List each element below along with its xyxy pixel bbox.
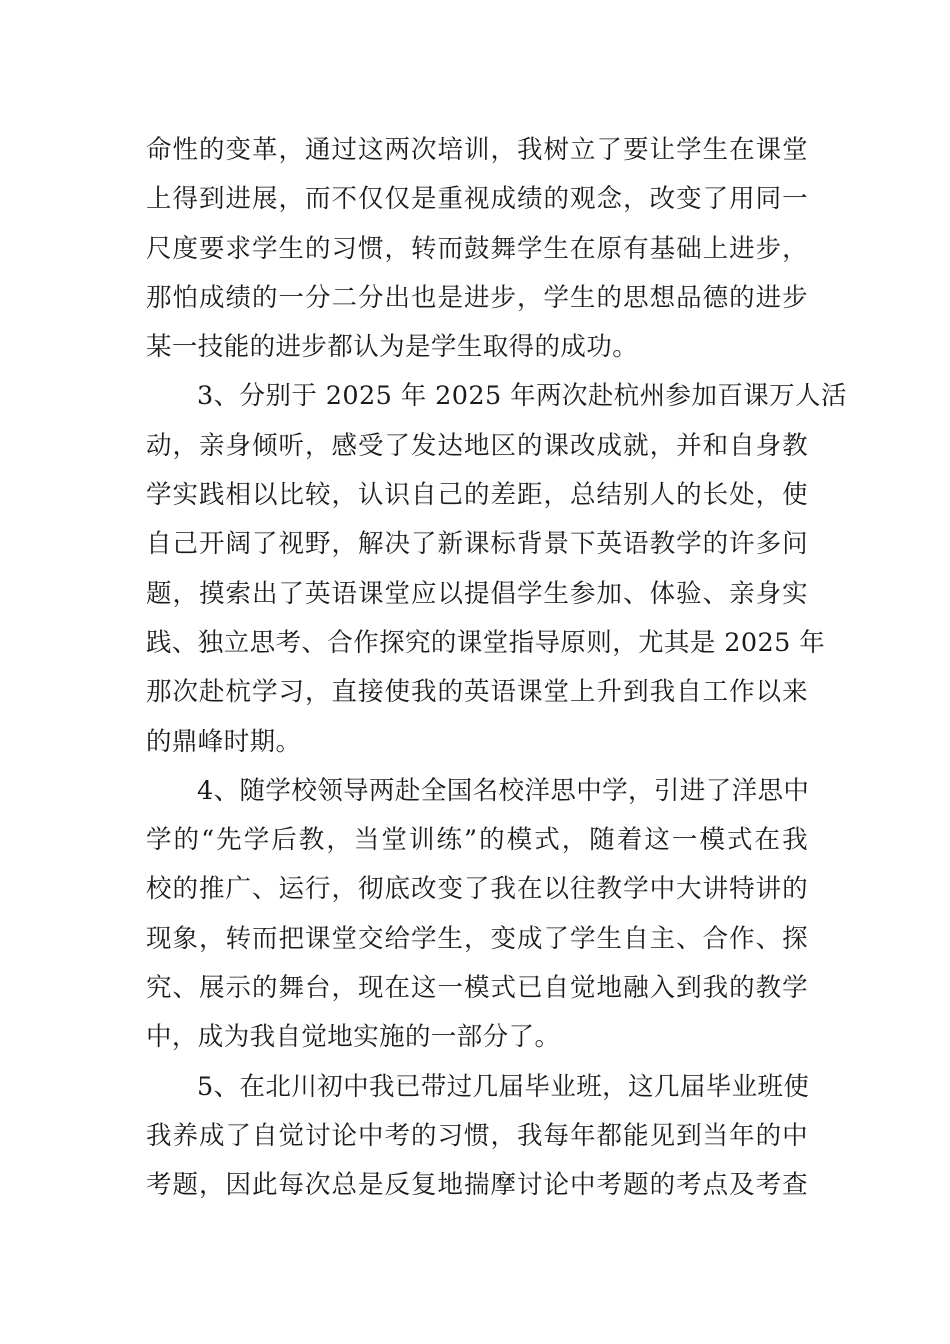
text-line: 学实践相以比较，认识自己的差距，总结别人的长处，使: [146, 480, 808, 511]
text-line: 践、独立思考、合作探究的课堂指导原则，尤其是 2025 年: [146, 627, 826, 658]
text-line: 中，成为我自觉地实施的一部分了。: [146, 1022, 561, 1053]
text-line: 题，摸索出了英语课堂应以提倡学生参加、体验、亲身实: [146, 578, 808, 609]
body-text: [146, 126, 847, 1211]
text-line: 那怕成绩的一分二分出也是进步，学生的思想品德的进步: [146, 282, 808, 313]
text-line: 的鼎峰时期。: [146, 726, 302, 757]
text-line: 自己开阔了视野，解决了新课标背景下英语教学的许多问: [146, 529, 808, 560]
text-line: 校的推广、运行，彻底改变了我在以往教学中大讲特讲的: [146, 874, 808, 905]
text-line: 尺度要求学生的习惯，转而鼓舞学生在原有基础上进步，: [146, 233, 808, 264]
text-line: 现象，转而把课堂交给学生，变成了学生自主、合作、探: [146, 923, 808, 954]
text-line: 我养成了自觉讨论中考的习惯，我每年都能见到当年的中: [146, 1120, 808, 1151]
paragraph-3-first-line: 3、分别于 2025 年 2025 年两次赴杭州参加百课万人活: [197, 381, 847, 412]
text-line: 学的“先学后教，当堂训练”的模式，随着这一模式在我: [146, 825, 808, 856]
text-line: 究、展示的舞台，现在这一模式已自觉地融入到我的教学: [146, 973, 808, 1004]
text-line: 动，亲身倾听，感受了发达地区的课改成就，并和自身教: [146, 430, 808, 461]
text-line: 上得到进展，而不仅仅是重视成绩的观念，改变了用同一: [146, 184, 808, 215]
paragraph-5-first-line: 5、在北川初中我已带过几届毕业班，这几届毕业班使: [197, 1071, 810, 1102]
text-line: 某一技能的进步都认为是学生取得的成功。: [146, 332, 639, 363]
text-line: 命性的变革，通过这两次培训，我树立了要让学生在课堂: [146, 135, 808, 165]
text-line: 那次赴杭学习，直接使我的英语课堂上升到我自工作以来: [146, 677, 808, 708]
paragraph-4-first-line: 4、随学校领导两赴全国名校洋思中学，引进了洋思中: [197, 775, 810, 806]
text-line: 考题，因此每次总是反复地揣摩讨论中考题的考点及考查: [146, 1170, 808, 1201]
